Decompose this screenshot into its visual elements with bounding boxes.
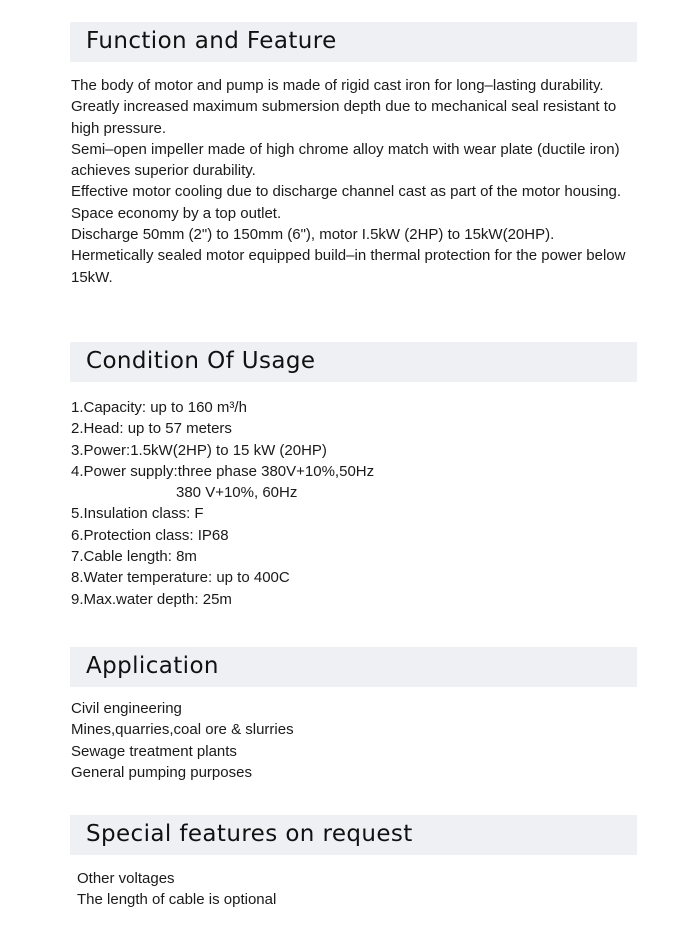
condition-item: 6.Protection class: IP68 <box>71 526 229 544</box>
special-feature-item: The length of cable is optional <box>77 891 277 909</box>
condition-usage-title: Condition Of Usage <box>86 348 316 374</box>
application-header <box>70 647 637 687</box>
feature-paragraph: Greatly increased maximum submersion depth due to mechanical seal resistant to high pressure. <box>71 98 617 137</box>
condition-item: 1.Capacity: up to 160 m³/h <box>71 399 247 416</box>
condition-item: 7.Cable length: 8m <box>71 548 197 566</box>
application-item: General pumping purposes <box>71 763 252 781</box>
application-list <box>71 698 631 783</box>
application-item: Mines,quarries,coal ore & slurries <box>71 721 294 739</box>
feature-paragraph: The body of motor and pump is made of rigid cast iron for long–lasting durability. <box>71 77 604 94</box>
application-item: Sewage treatment plants <box>71 742 237 760</box>
special-features-list <box>77 868 637 911</box>
condition-item-continuation: 380 V+10%, 60Hz <box>176 484 298 502</box>
function-feature-header <box>70 22 637 62</box>
feature-paragraph: Discharge 50mm (2") to 150mm (6"), motor I.5kW (2HP) to 15kW(20HP). <box>71 226 555 244</box>
condition-usage-list <box>71 397 631 610</box>
application-title: Application <box>86 653 219 679</box>
feature-paragraph: Semi–open impeller made of high chrome alloy match with wear plate (ductile iron) achieves superior durability. <box>71 140 620 180</box>
special-features-header <box>70 815 637 855</box>
feature-paragraph: Effective motor cooling due to discharge channel cast as part of the motor housing. Space economy by a top outlet. <box>71 183 622 222</box>
special-feature-item: Other voltages <box>77 870 175 887</box>
application-item: Civil engineering <box>71 700 182 717</box>
special-features-title: Special features on request <box>86 821 413 847</box>
feature-paragraph: Hermetically sealed motor equipped build–in thermal protection for the power below 15kW. <box>71 247 626 286</box>
condition-item: 8.Water temperature: up to 400C <box>71 569 290 587</box>
function-feature-title: Function and Feature <box>86 28 337 54</box>
condition-item: 5.Insulation class: F <box>71 505 204 523</box>
condition-item: 4.Power supply:three phase 380V+10%,50Hz <box>71 462 375 480</box>
condition-usage-header <box>70 342 637 382</box>
condition-item: 3.Power:1.5kW(2HP) to 15 kW (20HP) <box>71 441 327 459</box>
condition-item: 2.Head: up to 57 meters <box>71 420 232 438</box>
condition-item: 9.Max.water depth: 25m <box>71 590 232 608</box>
function-feature-text <box>71 75 641 288</box>
